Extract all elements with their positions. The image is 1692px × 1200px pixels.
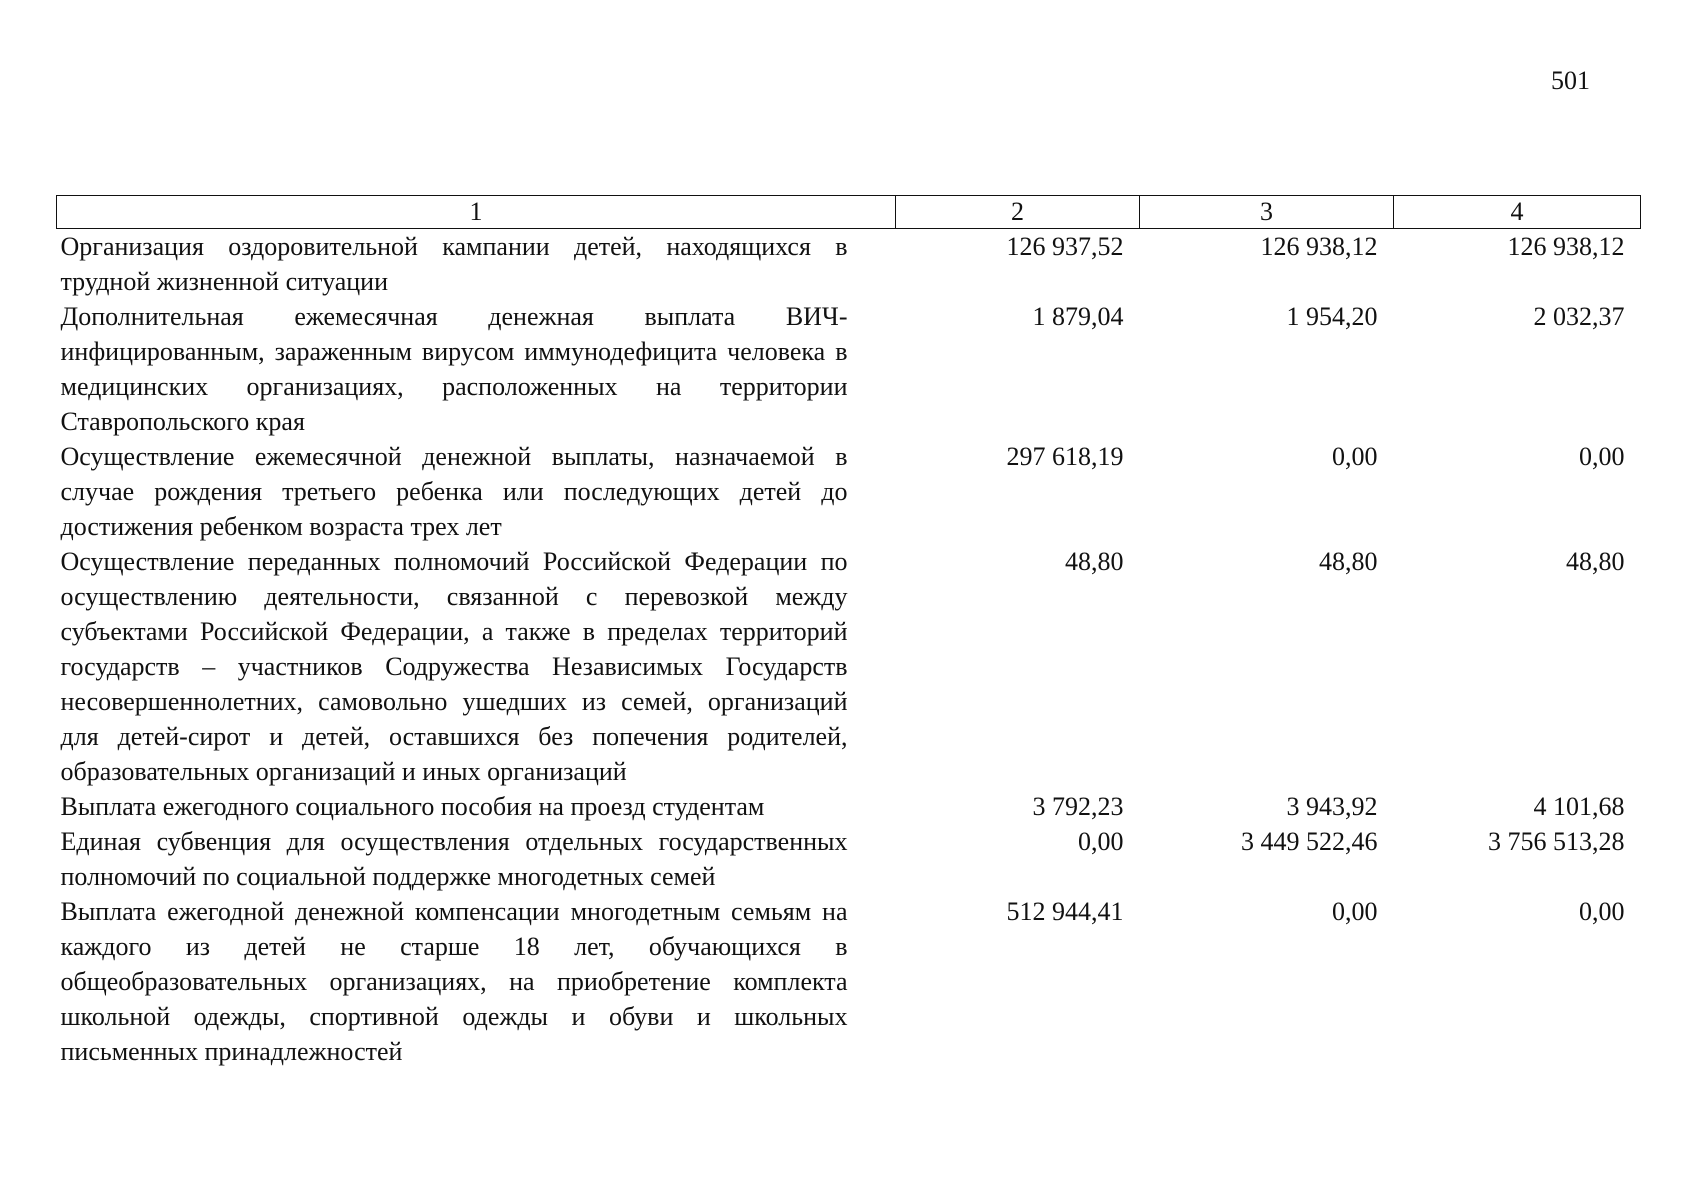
row-value-3: 1 954,20 [1286,302,1378,331]
table-row [57,229,1641,300]
row-value-4: 0,00 [1579,897,1625,926]
table-header [57,196,1641,229]
column-header-2: 2 [896,196,1140,229]
row-value-2: 126 937,52 [1006,232,1124,261]
row-name: Дополнительная ежемесячная денежная выплата ВИЧ-инфицированным, зараженным вирусом иммунодефицита человека в медицинских организациях, расположенных на территории Ставропольского края [60,302,848,436]
row-name: Осуществление ежемесячной денежной выплаты, назначаемой в случае рождения третьего ребенка или последующих детей до достижения ребенком возраста трех лет [60,442,848,541]
row-value-3: 3 943,92 [1286,792,1378,821]
budget-table [56,195,1641,1069]
row-value-4: 3 756 513,28 [1488,827,1625,856]
row-name: Единая субвенция для осуществления отдельных государственных полномочий по социальной поддержке многодетных семей [60,827,848,891]
row-value-4: 48,80 [1566,547,1625,576]
row-value-3: 126 938,12 [1260,232,1378,261]
row-value-2: 512 944,41 [1006,897,1124,926]
row-value-4: 2 032,37 [1533,302,1625,331]
table-row [57,824,1641,894]
header-row [57,196,1641,229]
table-body [57,229,1641,1070]
column-header-3: 3 [1140,196,1394,229]
row-value-4: 126 938,12 [1507,232,1625,261]
row-value-3: 48,80 [1319,547,1378,576]
row-name: Выплата ежегодного социального пособия на проезд студентам [60,792,765,821]
row-value-4: 0,00 [1579,442,1625,471]
row-value-2: 1 879,04 [1032,302,1124,331]
column-header-4: 4 [1394,196,1641,229]
row-value-3: 0,00 [1332,897,1378,926]
row-name: Выплата ежегодной денежной компенсации многодетным семьям на каждого из детей не старше 18 лет, обучающихся в общеобразовательных организациях, на приобретение комплекта школьной одежды, спортивной одежды и обуви и школьных письменных принадлежностей [60,897,848,1066]
table-row [57,544,1641,789]
row-value-3: 0,00 [1332,442,1378,471]
page-number: 501 [1551,66,1590,95]
row-value-4: 4 101,68 [1533,792,1625,821]
row-name: Организация оздоровительной кампании детей, находящихся в трудной жизненной ситуации [60,232,848,296]
row-value-2: 297 618,19 [1006,442,1124,471]
row-value-2: 0,00 [1078,827,1124,856]
row-value-2: 48,80 [1065,547,1124,576]
table-row [57,439,1641,544]
table-row [57,789,1641,824]
table-row [57,299,1641,439]
row-name: Осуществление переданных полномочий Российской Федерации по осуществлению деятельности, связанной с перевозкой между субъектами Российской Федерации, а также в пределах территорий государств – участников Содружества Независимых Государств несовершеннолетних, самовольно ушедших из семей, организаций для детей-сирот и детей, оставшихся без попечения родителей, образовательных организаций и иных организаций [60,547,848,786]
table-row [57,894,1641,1069]
row-value-3: 3 449 522,46 [1241,827,1378,856]
column-header-1: 1 [57,196,896,229]
row-value-2: 3 792,23 [1032,792,1124,821]
